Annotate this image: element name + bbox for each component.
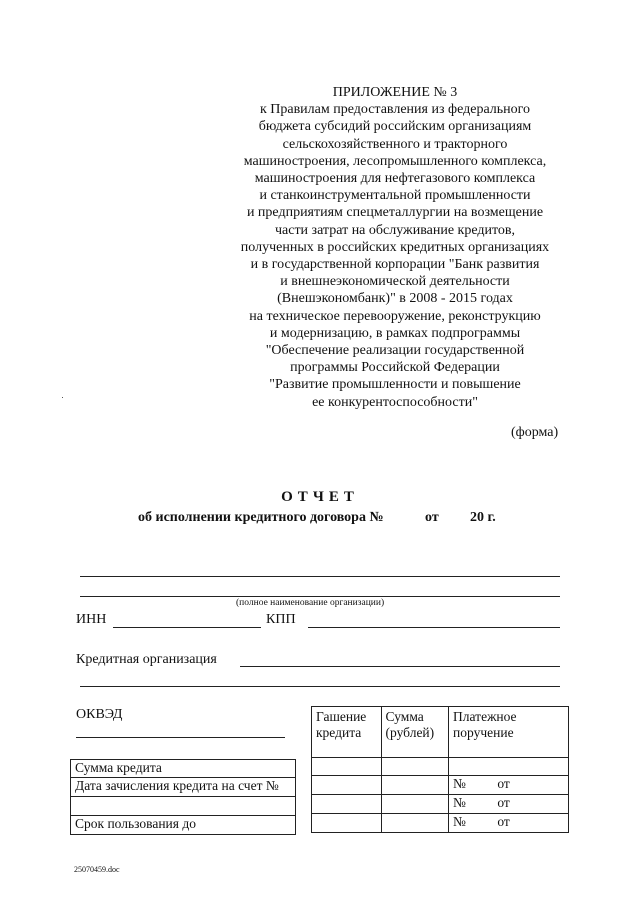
appendix-line: бюджета субсидий российским организациям [258,119,532,135]
appendix-line: ПРИЛОЖЕНИЕ № 3 [332,85,458,100]
number-sign: № [453,814,466,829]
credit-info-table [70,759,296,835]
subtitle-main: об исполнении кредитного договора № [138,510,384,525]
appendix-line: сельскохозяйственного и тракторного [282,136,508,152]
repayment-table [311,706,569,833]
from-label: от [497,776,510,791]
credit-org-field[interactable] [240,666,560,667]
table-row [312,814,569,833]
appendix-line: на техническое перевооружение, реконструкцию [249,308,541,324]
credit-amount-cell[interactable]: Сумма кредита [71,760,296,778]
scan-speck [62,397,63,398]
appendix-line: ее конкурентоспособности" [312,394,478,410]
amount-cell[interactable] [381,758,449,776]
appendix-line: части затрат на обслуживание кредитов, [274,222,516,238]
appendix-line: полученных в российских кредитных организациях [240,239,550,255]
org-name-line-2[interactable] [80,596,560,597]
okved-label: ОКВЭД [76,707,123,722]
number-sign: № [453,795,466,810]
payment-order-cell[interactable] [449,758,569,776]
inn-field[interactable] [113,627,261,628]
inn-label: ИНН [76,612,107,627]
table-row [312,795,569,814]
appendix-line: (Внешэкономбанк)" в 2008 - 2015 годах [277,291,513,307]
repayment-cell[interactable] [312,814,382,833]
credit-org-field-2[interactable] [80,686,560,687]
payment-order-cell[interactable] [449,814,569,833]
appendix-header [215,84,575,411]
blank-cell[interactable] [71,797,296,816]
report-title: ОТЧЕТ [281,489,359,505]
repayment-cell[interactable] [312,776,382,795]
appendix-line: и внешнеэкономической деятельности [280,274,510,290]
credit-date-cell[interactable]: Дата зачисления кредита на счет № [71,778,296,797]
okved-field[interactable] [76,737,285,738]
table-row [312,776,569,795]
credit-term-cell[interactable]: Срок пользования до [71,816,296,835]
header-repayment: Гашение кредита [312,707,382,758]
appendix-line: машиностроения, лесопромышленного комплекса, [243,153,547,169]
from-label: от [497,814,510,829]
appendix-line: к Правилам предоставления из федерального [259,102,531,118]
subtitle-year: 20 г. [470,510,496,525]
appendix-line: и станкоинструментальной промышленности [259,188,531,204]
repayment-cell[interactable] [312,758,382,776]
repayment-cell[interactable] [312,795,382,814]
org-name-line-1[interactable] [80,576,560,577]
appendix-line: программы Российской Федерации [290,360,500,376]
table-row [71,778,296,797]
table-row [71,797,296,816]
payment-order-cell[interactable] [449,795,569,814]
appendix-line: и модернизацию, в рамках подпрограммы [269,325,521,341]
kpp-label: КПП [266,612,296,627]
payment-order-cell[interactable] [449,776,569,795]
from-label: от [497,795,510,810]
kpp-field[interactable] [308,627,560,628]
number-sign: № [453,776,466,791]
form-label: (форма) [511,425,559,440]
doc-code: 25070459.doc [74,865,120,874]
amount-cell[interactable] [381,814,449,833]
appendix-line: "Обеспечение реализации государственной [265,343,525,359]
table-row [71,816,296,835]
table-row [71,760,296,778]
org-name-caption: (полное наименование организации) [236,598,385,608]
appendix-line: и в государственной корпорации "Банк развития [250,257,540,273]
credit-org-label: Кредитная организация [76,652,217,667]
subtitle-from: от [425,510,439,525]
header-payment-order: Платежное поручение [449,707,569,758]
amount-cell[interactable] [381,776,449,795]
appendix-line: "Развитие промышленности и повышение [269,377,521,393]
amount-cell[interactable] [381,795,449,814]
appendix-line: и предприятиям спецметаллургии на возмещение [246,205,544,221]
table-row [312,758,569,776]
header-amount: Сумма (рублей) [381,707,449,758]
table-header-row [312,707,569,758]
appendix-line: машиностроения для нефтегазового комплекса [254,171,536,187]
